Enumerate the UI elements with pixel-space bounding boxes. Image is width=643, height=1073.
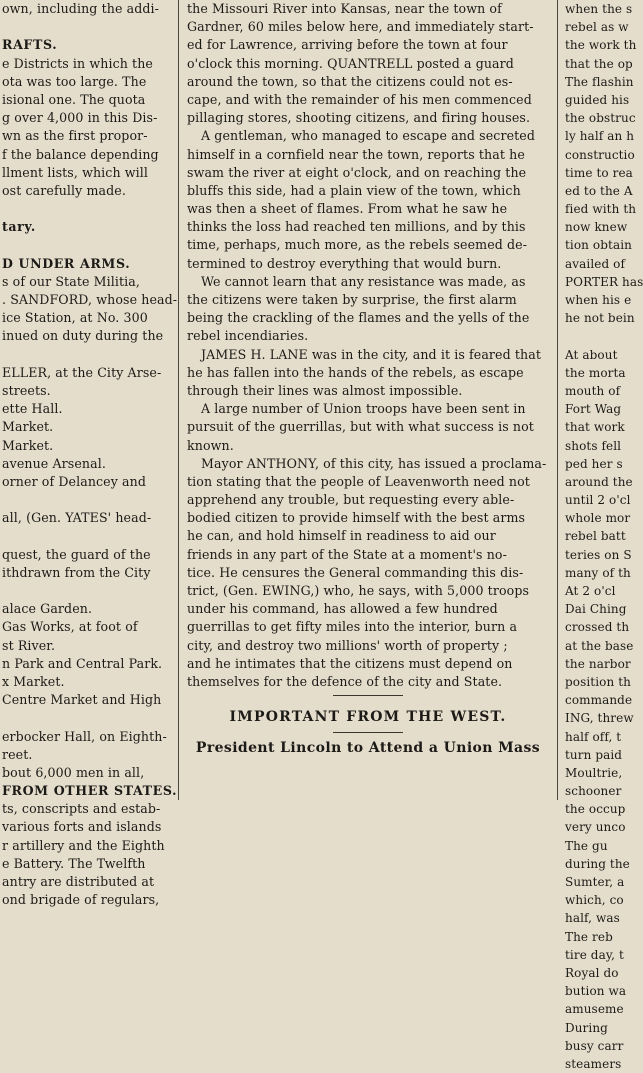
left-column-line <box>0 18 174 36</box>
right-column-line: ING, threw <box>565 711 634 726</box>
left-column-line: llment lists, which will <box>2 164 149 180</box>
left-column-line: antry are distributed at <box>2 874 155 889</box>
right-column-line: Sumter, a <box>565 875 625 889</box>
article-end-rule <box>183 691 553 700</box>
right-column-line: busy carr <box>565 1038 624 1053</box>
right-column-line: Dai Ching <box>565 602 627 617</box>
left-column-line: reet. <box>2 746 33 762</box>
middle-column-line: rebel incendiaries. <box>187 328 309 344</box>
left-column-line <box>0 236 174 254</box>
left-column-line: ts, conscripts and estab- <box>2 801 161 817</box>
left-column-line: bout 6,000 men in all, <box>2 764 145 780</box>
middle-column-line: friends in any part of the State at a moment's no- <box>187 546 507 562</box>
middle-column <box>183 0 553 800</box>
left-column-line: isional one. The quota <box>2 91 146 107</box>
left-column-line: s of our State Militia, <box>2 273 141 289</box>
middle-column-line: he can, and hold himself in readiness to aid our <box>187 528 496 544</box>
right-column-line: around the <box>565 474 633 489</box>
middle-column-line: bluffs this side, had a plain view of the town, which <box>187 182 521 198</box>
left-column-line: ette Hall. <box>2 401 63 417</box>
left-column-line: . SANDFORD, whose head- <box>2 292 178 307</box>
right-column-line: rebel as w <box>565 20 629 35</box>
middle-column-line: and he intimates that the citizens must depend on <box>187 655 513 671</box>
right-column-line: fied with th <box>565 202 637 217</box>
right-column-line: position th <box>565 674 631 689</box>
middle-column-line: ed for Lawrence, arriving before the town at four <box>187 37 508 53</box>
left-column-line: streets. <box>2 382 51 398</box>
left-column-line: ota was too large. The <box>2 73 147 89</box>
right-column-line: the obstruc <box>565 111 636 126</box>
left-column-line: st River. <box>2 637 56 653</box>
right-column-line: very unco <box>565 820 626 835</box>
right-column-line: which, co <box>565 893 624 908</box>
middle-column-line: apprehend any trouble, but requesting every able- <box>187 492 515 508</box>
middle-column-line: the Missouri River into Kansas, near the town of <box>187 1 502 16</box>
middle-column-line: being the crackling of the flames and the yells of the <box>187 310 530 326</box>
middle-column-line: o'clock this morning. QUANTRELL posted a guard <box>187 55 514 71</box>
left-column-line: ond brigade of regulars, <box>2 892 160 908</box>
left-column-line: D UNDER ARMS. <box>2 255 131 271</box>
middle-column-line: swam the river at eight o'clock, and on reaching the <box>187 164 527 180</box>
middle-column-line: known. <box>187 437 234 453</box>
middle-column-line: pursuit of the guerrillas, but with what success is not <box>187 419 534 435</box>
right-column-line: PORTER has <box>565 274 643 289</box>
right-column-line: time to rea <box>565 165 633 180</box>
right-column <box>562 0 643 1071</box>
left-column-line: orner of Delancey and <box>2 473 147 489</box>
middle-column-line: termined to destroy everything that would burn. <box>187 255 502 271</box>
left-column-line: e Districts in which the <box>2 55 153 71</box>
left-column-line: g over 4,000 in this Dis- <box>2 110 158 126</box>
left-column-line: erbocker Hall, on Eighth- <box>2 728 167 744</box>
middle-column-line: tice. He censures the General commanding this dis- <box>187 564 524 580</box>
right-column-line: teries on S <box>565 547 632 562</box>
right-column-line: he not bein <box>565 311 635 326</box>
middle-column-line: A large number of Union troops have been sent in <box>201 401 526 417</box>
left-column-text <box>0 0 178 909</box>
left-column-line: all, (Gen. YATES' head- <box>2 510 152 526</box>
left-column-line: ELLER, at the City Arse- <box>2 364 162 380</box>
left-column-line <box>0 200 174 218</box>
left-column-line: ost carefully made. <box>2 182 126 198</box>
left-column-line <box>0 527 174 545</box>
right-column-line: Royal do <box>565 965 619 980</box>
left-column-line: wn as the first propor- <box>2 128 148 144</box>
middle-column-line: himself in a cornfield near the town, reports that he <box>187 146 525 162</box>
right-column-line: tire day, t <box>565 947 624 962</box>
right-column-line: availed of <box>565 256 626 271</box>
middle-column-line: city, and destroy two millions' worth of property ; <box>187 637 508 653</box>
subheadline-president-lincoln: President Lincoln to Attend a Union Mass <box>195 740 541 757</box>
left-column-line: tary. <box>2 219 36 235</box>
left-column-line: RAFTS. <box>2 37 58 53</box>
middle-column-line: was then a sheet of flames. From what he saw he <box>187 201 508 217</box>
left-column-line: inued on duty during the <box>2 328 164 344</box>
right-column-line: many of th <box>565 565 631 580</box>
middle-column-line: time, perhaps, much more, as the rebels seemed de- <box>187 237 528 253</box>
right-column-line: commande <box>565 693 633 708</box>
right-column-line: The gu <box>565 838 608 853</box>
right-column-line: At about <box>565 347 618 362</box>
left-column-line <box>0 491 174 509</box>
left-column-line: Centre Market and High <box>2 692 162 708</box>
right-column-line: the narbor <box>565 656 631 671</box>
middle-column-line: around the town, so that the citizens could not es- <box>187 73 513 89</box>
right-column-line: now knew <box>565 220 628 235</box>
middle-column-line: the citizens were taken by surprise, the first alarm <box>187 292 517 307</box>
right-column-line: mouth of <box>565 383 621 398</box>
middle-column-line: JAMES H. LANE was in the city, and it is feared that <box>201 346 542 362</box>
left-column-line <box>0 346 174 364</box>
right-column-line: the morta <box>565 365 626 380</box>
article-body <box>183 0 553 691</box>
right-column-line: schooner <box>565 784 622 799</box>
left-column-line <box>0 582 174 600</box>
left-column <box>0 0 178 908</box>
middle-column-line: themselves for the defence of the city and State. <box>187 673 503 689</box>
right-column-line: ped her s <box>565 456 623 471</box>
left-column-line: alace Garden. <box>2 601 93 617</box>
left-column-line: n Park and Central Park. <box>2 655 163 671</box>
left-column-line: f the balance depending <box>2 146 159 162</box>
left-column-line: Market. <box>2 437 54 453</box>
middle-column-line: Gardner, 60 miles below here, and immediately start- <box>187 19 534 35</box>
right-column-line: Moultrie, <box>565 765 623 780</box>
middle-column-line: trict, (Gen. EWING,) who, he says, with 5,000 troops <box>187 583 530 598</box>
right-column-line: ly half an h <box>565 129 635 144</box>
right-column-line: at the base <box>565 638 634 653</box>
right-column-line: crossed th <box>565 620 630 635</box>
right-column-line: constructio <box>565 147 635 162</box>
left-column-line: Market. <box>2 419 54 435</box>
right-column-line: shots fell <box>565 438 622 453</box>
right-column-line: half off, t <box>565 729 622 744</box>
left-column-line <box>0 709 174 727</box>
left-column-line: avenue Arsenal. <box>2 455 106 471</box>
middle-column-line: through their lines was almost impossible. <box>187 382 463 398</box>
middle-column-line: Mayor ANTHONY, of this city, has issued a proclama- <box>201 455 547 471</box>
left-column-line: ithdrawn from the City <box>2 564 151 580</box>
right-column-line: guided his <box>565 92 630 107</box>
middle-column-line: guerrillas to get fifty miles into the interior, burn a <box>187 619 518 635</box>
left-column-line: e Battery. The Twelfth <box>2 855 146 871</box>
right-column-line: rebel batt <box>565 529 626 544</box>
right-column-line: the work th <box>565 38 637 53</box>
column-rule-left <box>178 0 179 800</box>
right-column-line <box>562 327 640 345</box>
middle-column-line: under his command, has allowed a few hundred <box>187 601 498 617</box>
right-column-line: amuseme <box>565 1002 624 1017</box>
middle-column-line: he has fallen into the hands of the rebels, as escape <box>187 364 524 380</box>
left-column-line: ice Station, at No. 300 <box>2 310 148 326</box>
right-column-line: ed to the A <box>565 183 633 198</box>
right-column-line: whole mor <box>565 511 631 526</box>
right-column-line: during the <box>565 856 630 871</box>
middle-column-line: We cannot learn that any resistance was made, as <box>201 273 526 289</box>
left-column-line: r artillery and the Eighth <box>2 837 165 853</box>
left-column-line: x Market. <box>2 673 65 689</box>
left-column-line: various forts and islands <box>2 819 162 835</box>
headline-rule <box>183 728 553 737</box>
right-column-line: Fort Wag <box>565 402 622 417</box>
middle-column-line: cape, and with the remainder of his men commenced <box>187 91 532 107</box>
right-column-line: when his e <box>565 293 632 307</box>
right-column-line: steamers <box>565 1056 622 1071</box>
right-column-line: tion obtain <box>565 238 632 253</box>
left-column-line: Gas Works, at foot of <box>2 619 138 635</box>
right-column-line: bution wa <box>565 984 627 999</box>
right-column-line: that the op <box>565 56 633 71</box>
middle-column-line: A gentleman, who managed to escape and secreted <box>201 128 536 144</box>
right-column-line: half, was <box>565 911 620 926</box>
middle-column-line: thinks the loss had reached ten millions, and by this <box>187 219 526 235</box>
column-rule-right <box>557 0 558 800</box>
right-column-line: At 2 o'cl <box>565 584 616 598</box>
right-column-line: During <box>565 1020 608 1035</box>
right-column-line: the occup <box>565 802 626 817</box>
right-column-line: turn paid <box>565 747 623 762</box>
headline-important-from-the-west: IMPORTANT FROM THE WEST. <box>229 709 507 726</box>
left-column-line: FROM OTHER STATES. <box>2 783 178 799</box>
right-column-line: The reb <box>565 929 613 944</box>
middle-column-line: tion stating that the people of Leavenworth need not <box>187 473 530 489</box>
middle-column-line: pillaging stores, shooting citizens, and firing houses. <box>187 110 531 126</box>
right-column-text <box>562 0 643 1073</box>
right-column-line: until 2 o'cl <box>565 493 631 508</box>
right-column-line: that work <box>565 420 625 435</box>
middle-column-line: bodied citizen to provide himself with the best arms <box>187 510 526 526</box>
left-column-line: quest, the guard of the <box>2 546 151 562</box>
right-column-line: The flashin <box>565 74 634 89</box>
right-column-line: when the s <box>565 2 633 16</box>
left-column-line: own, including the addi- <box>2 1 160 16</box>
